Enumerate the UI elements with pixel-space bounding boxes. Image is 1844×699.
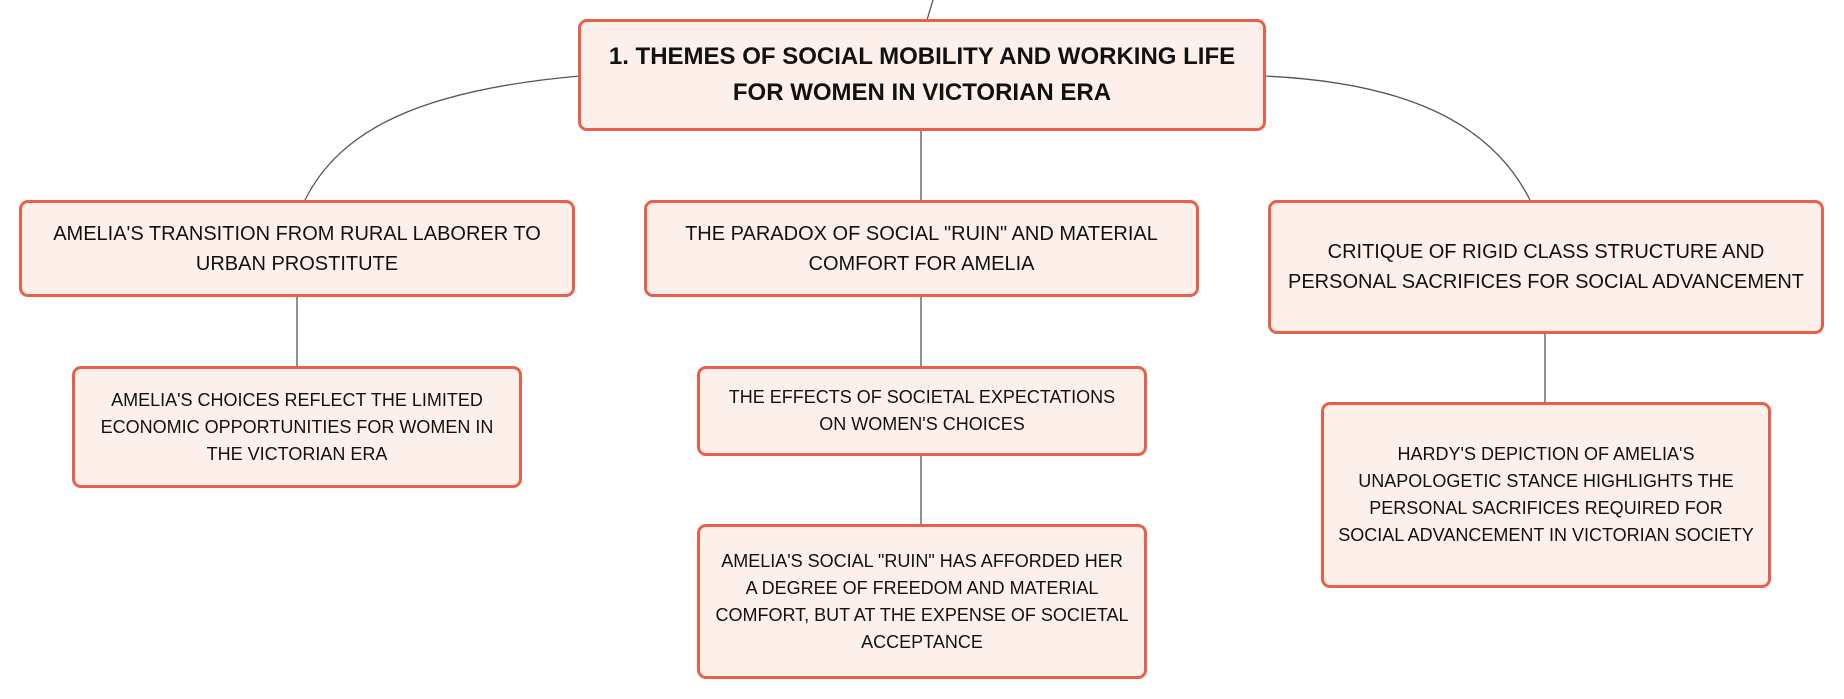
branch-2-child-node-2[interactable] [697,524,1147,679]
connector-parent-to-root [927,0,933,20]
root-topic-label: 1. THEMES OF SOCIAL MOBILITY AND WORKING LIFE FOR WOMEN IN VICTORIAN ERA [608,43,1236,106]
branch-2-child-node-1[interactable] [697,366,1147,456]
branch-1-child-node-1-label: AMELIA'S CHOICES REFLECT THE LIMITED ECONOMIC OPPORTUNITIES FOR WOMEN IN THE VICTORIAN ERA [100,389,494,464]
branch-1-child-node-1[interactable] [72,366,522,488]
connector-root-to-branch-1 [305,76,580,200]
root-topic-node[interactable] [578,19,1266,131]
branch-node-3[interactable] [1268,200,1824,334]
branch-node-1-label: AMELIA'S TRANSITION FROM RURAL LABORER TO URBAN PROSTITUTE [53,222,541,275]
branch-node-2[interactable] [644,200,1199,297]
branch-2-child-node-1-label: THE EFFECTS OF SOCIETAL EXPECTATIONS ON WOMEN'S CHOICES [728,387,1116,434]
branch-node-3-label: CRITIQUE OF RIGID CLASS STRUCTURE AND PERSONAL SACRIFICES FOR SOCIAL ADVANCEMENT [1287,241,1805,293]
branch-2-child-node-2-label: AMELIA'S SOCIAL "RUIN" HAS AFFORDED HER A DEGREE OF FREEDOM AND MATERIAL COMFORT, BUT AT THE EXPENSE OF SOCIETAL ACCEPTANCE [715,550,1129,652]
branch-3-child-node-1[interactable] [1321,402,1771,588]
branch-3-child-node-1-label: HARDY'S DEPICTION OF AMELIA'S UNAPOLOGETIC STANCE HIGHLIGHTS THE PERSONAL SACRIFICES REQUIRED FOR SOCIAL ADVANCEMENT IN VICTORIAN SOCIETY [1338,444,1754,545]
branch-node-1[interactable] [19,200,575,297]
branch-node-2-label: THE PARADOX OF SOCIAL "RUIN" AND MATERIAL COMFORT FOR AMELIA [685,222,1158,275]
connector-root-to-branch-3 [1264,76,1530,200]
